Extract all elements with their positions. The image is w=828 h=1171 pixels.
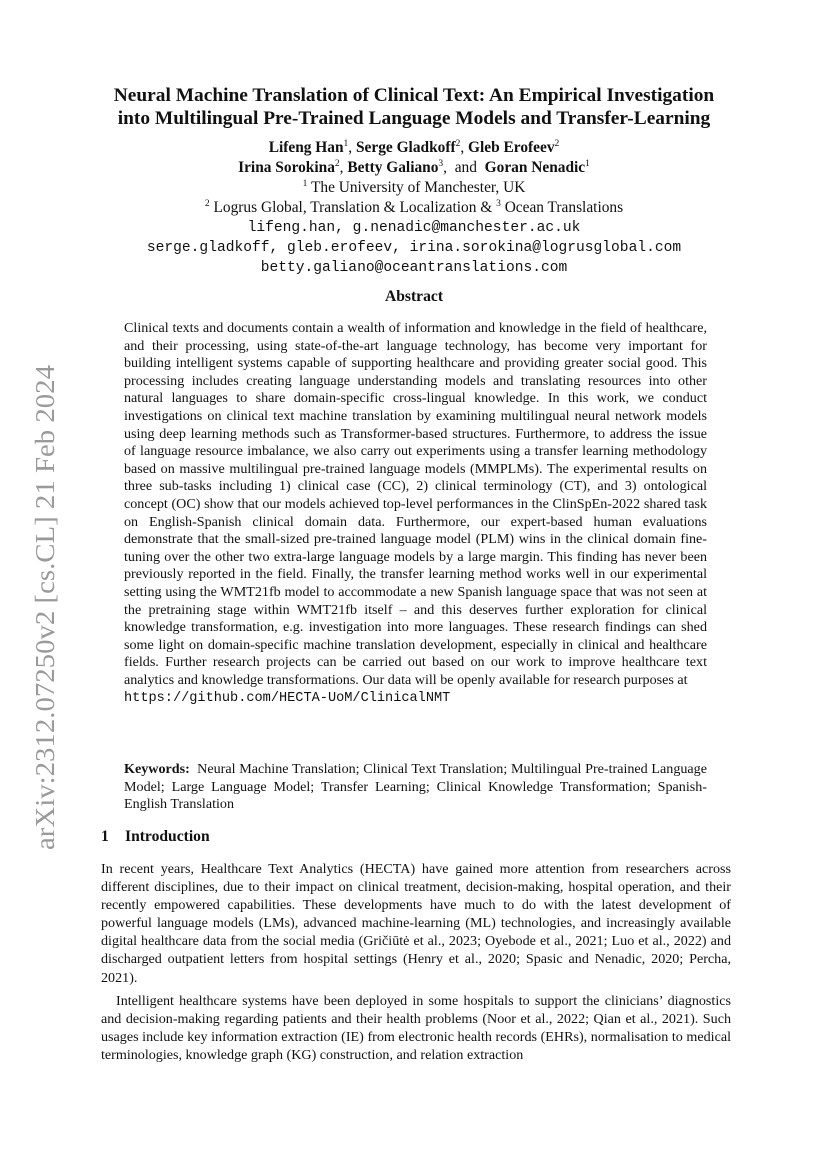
affil-mark: 1 (302, 179, 308, 189)
section-title: Introduction (125, 828, 210, 845)
author-affil-mark: 2 (334, 159, 340, 169)
author-name: Betty Galiano (347, 159, 439, 176)
author-name: Serge Gladkoff (355, 139, 456, 156)
abstract-heading: Abstract (384, 288, 444, 305)
affil-mark: 3 (496, 199, 501, 209)
author-line-1: Lifeng Han$^1$, Serge Gladkoff$^2$, Gleb Erofeev$^2$ (268, 139, 560, 156)
author-line-2: Irina Sorokina$^2$, Betty Galiano$^3$, and Goran Nenadic$^1$ (238, 159, 590, 176)
arxiv-identifier-text: arXiv:2312.07250v2 [cs.CL] 21 Feb 2024 (30, 395, 60, 850)
title-line-1: Neural Machine Translation of Clinical Text: An Empirical Investigation (113, 85, 715, 106)
title-line-2: into Multilingual Pre-Trained Language Models and Transfer-Learning (117, 108, 711, 129)
author-affil-mark: 2 (554, 139, 560, 149)
author-name: Gleb Erofeev (468, 139, 555, 156)
author-affil-mark: 1 (343, 139, 349, 149)
affiliation-line-1 (80, 178, 748, 198)
abstract-data-link[interactable]: https://github.com/HECTA-UoM/ClinicalNMT (124, 691, 451, 707)
author-name: Irina Sorokina (238, 159, 335, 176)
keywords-text: Neural Machine Translation; Clinical Text Translation; Multilingual Pre-trained Language Model; Large Language Model; Transfer Learning; Clinical Knowledge Transformation; Spanish-English Translation (124, 761, 707, 813)
author-block (80, 138, 748, 278)
keywords-paragraph (124, 761, 707, 814)
intro-paragraph-2: Intelligent healthcare systems have been deployed in some hospitals to support the clinicians’ diagnostics and decision-making regarding patients and their health problems (Noor et al., 2022; Qian et al., 2021). Such usages include key information extraction (IE) from electronic health records (EHRs), normalisation to medical terminologies, knowledge graph (KG) construction, and relation extraction (101, 993, 731, 1064)
intro-paragraph-1: In recent years, Healthcare Text Analytics (HECTA) have gained more attention from researchers across different disciplines, due to their impact on clinical treatment, decision-making, hospital operation, and their recently empowered capabilities. These developments have much to do with the latest development of powerful language models (LMs), advanced machine-learning (ML) technologies, and increasingly available digital healthcare data from the social media (Gričiūtė et al., 2023; Oyebode et al., 2021; Luo et al., 2022) and discharged outpatient letters from hospital settings (Henry et al., 2020; Spasic and Nenadic, 2020; Percha, 2021). (101, 861, 731, 986)
author-affil-mark: 2 (455, 139, 461, 149)
section-heading-introduction (101, 828, 210, 846)
arxiv-identifier (22, 365, 64, 850)
keywords-label: Keywords: (124, 761, 190, 777)
author-name: Lifeng Han (268, 139, 344, 156)
author-affil-mark: 1 (585, 159, 590, 169)
paper-title (80, 84, 748, 130)
author-affil-mark: 3 (438, 159, 444, 169)
email-line-3: betty.galiano@oceantranslations.com (260, 260, 568, 276)
abstract-body: Clinical texts and documents contain a wealth of information and knowledge in the field of healthcare, and their processing, using state-of-the-art language technology, has become very important for building intelligent systems capable of supporting healthcare and providing greater social good. This processing includes creating language understanding models and translating resources into other natural languages to share domain-specific cross-lingual knowledge. In this work, we conduct investigations on clinical text machine translation by examining multilingual neural network models using deep learning methods such as Transformer-based structures. Furthermore, to address the issue of language resource imbalance, we also carry out experiments using a transfer learning methodology based on massive multilingual pre-trained language models (MMPLMs). The experimental results on three sub-tasks including 1) clinical case (CC), 2) clinical terminology (CT), and 3) ontological concept (OC) show that our models achieved top-level performances in the ClinSpEn-2022 shared task on English-Spanish clinical domain data. Furthermore, our expert-based human evaluations demonstrate that the small-sized pre-trained language model (PLM) wins in the clinical domain fine-tuning over the other two extra-large language models by a large margin. This finding has never been previously reported in the field. Finally, the transfer learning method works well in our experimental setting using the WMT21fb model to accommodate a new Spanish language space that was not seen at the pretraining stage within WMT21fb itself – and this deserves further exploration for clinical knowledge transformation, e.g. investigation into more languages. These research findings can shed some light on domain-specific machine translation development, especially in clinical and healthcare fields. Further research projects can be carried out based on our work to improve healthcare text analytics and knowledge transformations. Our data will be openly available for research purposes at (124, 320, 707, 688)
abstract-text (124, 320, 707, 708)
section-number: 1 (101, 828, 109, 845)
affiliation-text: Logrus Global, Translation & Localization & (213, 199, 493, 216)
email-line-1: lifeng.han, g.nenadic@manchester.ac.uk (247, 220, 581, 236)
author-conjunction: and (454, 159, 477, 176)
affil-mark: 2 (204, 199, 210, 209)
author-name: Goran Nenadic (484, 159, 586, 176)
affiliation-text: The University of Manchester, UK (310, 179, 526, 196)
affiliation-text: Ocean Translations (504, 199, 624, 216)
affiliation-line-2 (80, 198, 748, 218)
email-line-2: serge.gladkoff, gleb.erofeev, irina.sorokina@logrusglobal.com (146, 240, 682, 256)
